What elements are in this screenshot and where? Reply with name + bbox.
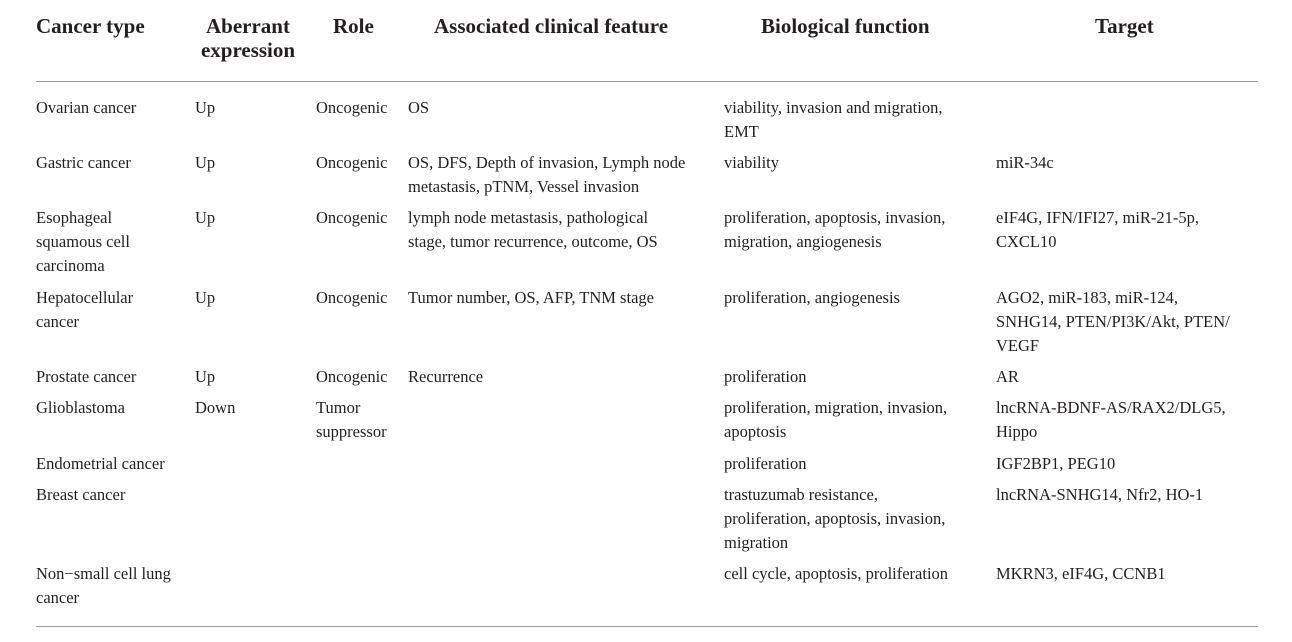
cell-biological-function: trastuzumab resistance, proliferation, apoptosis, invasion, migration	[724, 485, 946, 552]
table-bottom-rule	[36, 626, 1258, 627]
cell-role: Oncogenic	[316, 153, 388, 172]
cell-role: Oncogenic	[316, 208, 388, 227]
cell-expression: Up	[195, 153, 216, 172]
cell-cancer-type: Glioblastoma	[36, 398, 125, 417]
cell-biological-function: proliferation	[724, 367, 807, 386]
cell-role: Tumor suppressor	[316, 398, 387, 441]
header-cancer-type: Cancer type	[36, 14, 145, 38]
cell-clinical-feature: Tumor number, OS, AFP, TNM stage	[408, 288, 654, 307]
cell-expression: Up	[195, 98, 216, 117]
cell-biological-function: proliferation, angiogenesis	[724, 288, 900, 307]
cell-target: miR-34c	[996, 153, 1054, 172]
header-clinical-feature: Associated clinical feature	[434, 14, 669, 38]
cell-cancer-type: Prostate cancer	[36, 367, 137, 386]
cell-target: lncRNA-SNHG14, Nfr2, HO-1	[996, 485, 1204, 504]
cell-clinical-feature: Recurrence	[408, 367, 484, 386]
cell-cancer-type: Esophageal squamous cell carcinoma	[36, 208, 130, 275]
cell-clinical-feature: OS, DFS, Depth of invasion, Lymph node metastasis, pTNM, Vessel invasion	[408, 153, 686, 196]
cell-clinical-feature: lymph node metastasis, pathological stage, tumor recurrence, outcome, OS	[408, 208, 658, 251]
cell-cancer-type: Breast cancer	[36, 485, 126, 504]
cell-cancer-type: Gastric cancer	[36, 153, 131, 172]
cell-expression: Up	[195, 208, 216, 227]
cell-biological-function: proliferation, migration, invasion, apoptosis	[724, 398, 948, 441]
cell-expression: Up	[195, 367, 216, 386]
cell-expression: Up	[195, 288, 216, 307]
cell-role: Oncogenic	[316, 367, 388, 386]
header-aberrant-expression: Aberrant expression	[200, 14, 296, 62]
cell-target: lncRNA-BDNF-AS/RAX2/DLG5, Hippo	[996, 398, 1226, 441]
cell-role: Oncogenic	[316, 98, 388, 117]
cell-cancer-type: Non−small cell lung cancer	[36, 564, 171, 607]
cell-role: Oncogenic	[316, 288, 388, 307]
table-header	[36, 0, 1258, 82]
cell-cancer-type: Hepatocellular cancer	[36, 288, 134, 331]
cell-biological-function: proliferation	[724, 454, 807, 473]
cell-biological-function: proliferation, apoptosis, invasion, migration, angiogenesis	[724, 208, 946, 251]
header-target: Target	[1095, 14, 1154, 38]
cell-target: eIF4G, IFN/IFI27, miR-21-5p, CXCL10	[996, 208, 1200, 251]
cell-target: AR	[996, 367, 1019, 386]
header-role: Role	[333, 14, 374, 38]
header-biological-function: Biological function	[761, 14, 930, 38]
cell-target: IGF2BP1, PEG10	[996, 454, 1116, 473]
cell-clinical-feature: OS	[408, 98, 430, 117]
cell-biological-function: cell cycle, apoptosis, proliferation	[724, 564, 949, 583]
cancer-table	[36, 0, 1258, 607]
cell-expression: Down	[195, 398, 236, 417]
cell-biological-function: viability	[724, 153, 779, 172]
cell-cancer-type: Endometrial cancer	[36, 454, 165, 473]
cell-biological-function: viability, invasion and migration, EMT	[724, 98, 943, 141]
cell-cancer-type: Ovarian cancer	[36, 98, 137, 117]
cell-target: AGO2, miR-183, miR-124, SNHG14, PTEN/PI3K/Akt, PTEN/ VEGF	[996, 288, 1230, 355]
cell-target: MKRN3, eIF4G, CCNB1	[996, 564, 1166, 583]
